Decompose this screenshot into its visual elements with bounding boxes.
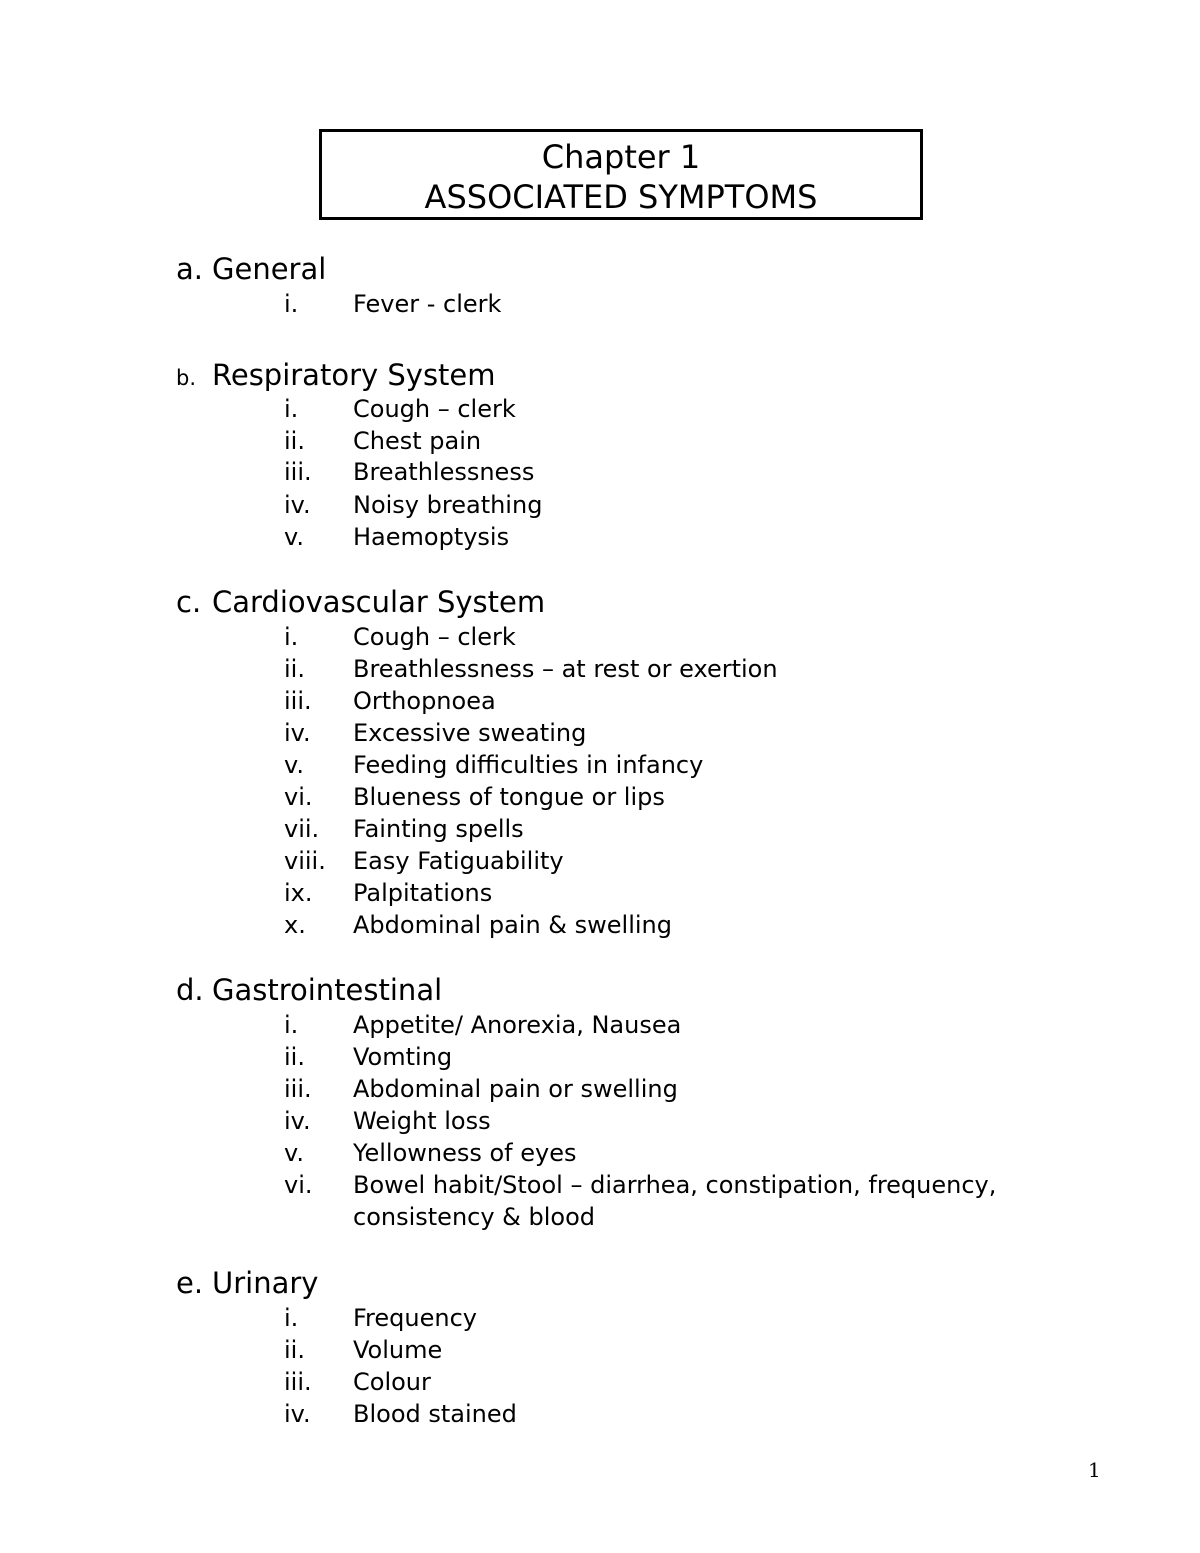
section-letter: c. [176,585,202,619]
item-text: Breathlessness – at rest or exertion [353,655,778,683]
item-number: iv. [284,719,311,747]
item-text: Abdominal pain & swelling [353,911,672,939]
section-title: Cardiovascular System [212,585,546,619]
item-number: v. [284,1139,304,1167]
item-text: Fainting spells [353,815,524,843]
item-text: Fever - clerk [353,290,502,318]
chapter-number: Chapter 1 [541,138,701,176]
item-number: iii. [284,458,312,486]
item-text: Breathlessness [353,458,535,486]
item-number: vi. [284,1171,313,1199]
item-number: ii. [284,427,305,455]
item-number: iii. [284,1075,312,1103]
item-text: Chest pain [353,427,482,455]
section-letter: b. [176,366,197,390]
item-number: i. [284,395,299,423]
section-title: General [212,252,327,286]
item-text: Palpitations [353,879,493,907]
item-number: ii. [284,1043,305,1071]
section-letter: a. [176,252,203,286]
section-title: Respiratory System [212,358,496,392]
item-number: iv. [284,1400,311,1428]
item-text: Appetite/ Anorexia, Nausea [353,1011,682,1039]
section-heading-cardiovascular [176,585,545,619]
item-number: x. [284,911,306,939]
item-number: iv. [284,1107,311,1135]
item-number: v. [284,523,304,551]
section-title: Gastrointestinal [212,973,443,1007]
chapter-title-box [319,129,923,220]
item-number: v. [284,751,304,779]
item-text: Yellowness of eyes [353,1139,577,1167]
item-number: i. [284,290,299,318]
item-text: Blueness of tongue or lips [353,783,665,811]
item-number: ii. [284,655,305,683]
item-text: Easy Fatiguability [353,847,564,875]
item-number: i. [284,1011,299,1039]
item-text: Frequency [353,1304,477,1332]
item-text: Cough – clerk [353,395,516,423]
item-text: Blood stained [353,1400,517,1428]
item-number: vi. [284,783,313,811]
item-text: consistency & blood [353,1203,596,1231]
item-text: Feeding difficulties in infancy [353,751,704,779]
item-text: Excessive sweating [353,719,587,747]
item-text: Haemoptysis [353,523,510,551]
item-number: viii. [284,847,326,875]
section-heading-respiratory [176,358,496,395]
section-letter: d. [176,973,204,1007]
item-text: Noisy breathing [353,491,543,519]
item-number: i. [284,623,299,651]
section-heading-urinary [176,1266,318,1300]
section-heading-general [176,252,326,286]
item-number: ii. [284,1336,305,1364]
item-number: iv. [284,491,311,519]
item-text: Bowel habit/Stool – diarrhea, constipation, frequency, [353,1171,997,1199]
item-text: Volume [353,1336,443,1364]
item-text: Abdominal pain or swelling [353,1075,678,1103]
section-letter: e. [176,1266,204,1300]
chapter-title: ASSOCIATED SYMPTOMS [424,178,818,216]
item-number: iii. [284,1368,312,1396]
item-text: Cough – clerk [353,623,516,651]
section-title: Urinary [212,1266,319,1300]
item-number: vii. [284,815,320,843]
page-number: 1 [1088,1458,1101,1482]
item-text: Weight loss [353,1107,491,1135]
section-heading-gastrointestinal [176,973,442,1007]
item-text: Vomting [353,1043,453,1071]
item-number: ix. [284,879,313,907]
item-number: iii. [284,687,312,715]
item-number: i. [284,1304,299,1332]
item-text: Colour [353,1368,431,1396]
item-text: Orthopnoea [353,687,496,715]
